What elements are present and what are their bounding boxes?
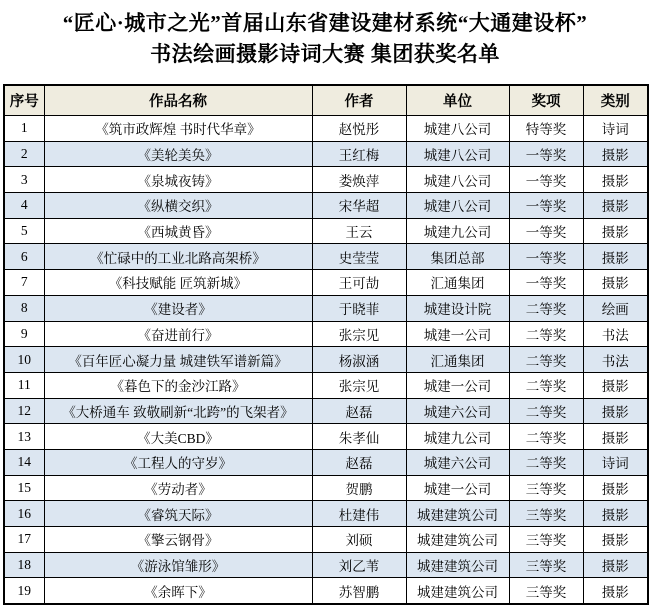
cell-no: 4 [4,193,44,219]
cell-no: 11 [4,372,44,398]
cell-unit: 城建建筑公司 [406,552,509,578]
table-row [4,193,648,219]
cell-no: 10 [4,347,44,373]
cell-unit: 城建一公司 [406,475,509,501]
cell-work: 《纵横交织》 [44,193,312,219]
cell-unit: 城建六公司 [406,398,509,424]
cell-work: 《泉城夜铸》 [44,167,312,193]
cell-unit: 集团总部 [406,244,509,270]
cell-award: 二等奖 [509,295,583,321]
cell-award: 三等奖 [509,552,583,578]
cell-no: 12 [4,398,44,424]
cell-no: 19 [4,578,44,604]
cell-category: 摄影 [583,270,648,296]
cell-work: 《建设者》 [44,295,312,321]
table-row [4,167,648,193]
column-header: 作者 [312,85,406,116]
table-row [4,116,648,142]
cell-unit: 城建建筑公司 [406,578,509,604]
cell-award: 三等奖 [509,475,583,501]
cell-author: 赵磊 [312,449,406,475]
table-body [4,116,648,605]
table-row [4,295,648,321]
page-title-line1: “匠心·城市之光”首届山东省建设建材系统“大通建设杯” [62,11,588,35]
column-header: 奖项 [509,85,583,116]
cell-work: 《工程人的守岁》 [44,449,312,475]
cell-award: 一等奖 [509,167,583,193]
cell-award: 一等奖 [509,193,583,219]
cell-category: 书法 [583,347,648,373]
cell-author: 王可劼 [312,270,406,296]
cell-unit: 城建九公司 [406,424,509,450]
cell-work: 《科技赋能 匠筑新城》 [44,270,312,296]
cell-unit: 城建八公司 [406,167,509,193]
cell-award: 二等奖 [509,321,583,347]
table-row [4,347,648,373]
cell-unit: 城建六公司 [406,449,509,475]
cell-author: 史莹莹 [312,244,406,270]
cell-work: 《百年匠心凝力量 城建铁军谱新篇》 [44,347,312,373]
cell-unit: 城建建筑公司 [406,527,509,553]
cell-category: 摄影 [583,167,648,193]
cell-author: 赵磊 [312,398,406,424]
cell-award: 一等奖 [509,218,583,244]
cell-category: 摄影 [583,372,648,398]
cell-unit: 汇通集团 [406,270,509,296]
cell-unit: 城建建筑公司 [406,501,509,527]
cell-author: 贺鹏 [312,475,406,501]
cell-author: 张宗见 [312,372,406,398]
cell-work: 《筑市政辉煌 书时代华章》 [44,116,312,142]
table-row [4,372,648,398]
cell-award: 特等奖 [509,116,583,142]
table-row [4,218,648,244]
cell-category: 摄影 [583,244,648,270]
cell-work: 《奋进前行》 [44,321,312,347]
award-table [3,84,649,605]
cell-category: 绘画 [583,295,648,321]
cell-author: 杜建伟 [312,501,406,527]
cell-category: 诗词 [583,116,648,142]
cell-award: 三等奖 [509,578,583,604]
cell-no: 17 [4,527,44,553]
table-row [4,449,648,475]
cell-no: 1 [4,116,44,142]
cell-no: 2 [4,141,44,167]
cell-award: 一等奖 [509,270,583,296]
cell-author: 刘乙苇 [312,552,406,578]
column-header: 单位 [406,85,509,116]
cell-no: 15 [4,475,44,501]
cell-award: 三等奖 [509,527,583,553]
page-title-line2: 书法绘画摄影诗词大赛 集团获奖名单 [150,42,500,66]
cell-no: 9 [4,321,44,347]
cell-unit: 城建设计院 [406,295,509,321]
cell-award: 二等奖 [509,449,583,475]
cell-work: 《美轮美奂》 [44,141,312,167]
cell-author: 宋华超 [312,193,406,219]
page-title [0,0,650,70]
cell-work: 《睿筑天际》 [44,501,312,527]
cell-work: 《西城黄昏》 [44,218,312,244]
cell-work: 《游泳馆雏形》 [44,552,312,578]
table-row [4,321,648,347]
cell-author: 朱孝仙 [312,424,406,450]
table-row [4,270,648,296]
cell-no: 6 [4,244,44,270]
cell-work: 《大美CBD》 [44,424,312,450]
column-header: 序号 [4,85,44,116]
cell-work: 《擎云钢骨》 [44,527,312,553]
cell-category: 摄影 [583,193,648,219]
table-row [4,578,648,604]
cell-no: 7 [4,270,44,296]
cell-category: 摄影 [583,552,648,578]
table-row [4,501,648,527]
cell-work: 《暮色下的金沙江路》 [44,372,312,398]
cell-award: 二等奖 [509,347,583,373]
cell-no: 14 [4,449,44,475]
cell-author: 娄焕萍 [312,167,406,193]
cell-category: 摄影 [583,424,648,450]
cell-author: 苏智鹏 [312,578,406,604]
cell-unit: 城建九公司 [406,218,509,244]
cell-author: 刘硕 [312,527,406,553]
cell-work: 《劳动者》 [44,475,312,501]
cell-no: 3 [4,167,44,193]
cell-category: 摄影 [583,527,648,553]
cell-category: 诗词 [583,449,648,475]
cell-author: 赵悦彤 [312,116,406,142]
cell-author: 于晓菲 [312,295,406,321]
cell-no: 8 [4,295,44,321]
cell-unit: 城建八公司 [406,116,509,142]
cell-category: 摄影 [583,141,648,167]
table-row [4,527,648,553]
cell-author: 杨淑涵 [312,347,406,373]
cell-category: 摄影 [583,501,648,527]
cell-work: 《忙碌中的工业北路高架桥》 [44,244,312,270]
cell-unit: 城建八公司 [406,141,509,167]
cell-unit: 汇通集团 [406,347,509,373]
table-row [4,398,648,424]
column-header: 类别 [583,85,648,116]
cell-unit: 城建八公司 [406,193,509,219]
cell-author: 张宗见 [312,321,406,347]
cell-award: 二等奖 [509,424,583,450]
cell-award: 二等奖 [509,372,583,398]
column-header: 作品名称 [44,85,312,116]
cell-award: 三等奖 [509,501,583,527]
cell-category: 摄影 [583,398,648,424]
cell-category: 书法 [583,321,648,347]
cell-author: 王云 [312,218,406,244]
table-header-row [4,85,648,116]
cell-no: 16 [4,501,44,527]
cell-unit: 城建一公司 [406,372,509,398]
cell-category: 摄影 [583,218,648,244]
cell-award: 一等奖 [509,244,583,270]
table-row [4,475,648,501]
table-row [4,424,648,450]
table-row [4,244,648,270]
cell-category: 摄影 [583,475,648,501]
cell-no: 18 [4,552,44,578]
table-row [4,552,648,578]
cell-work: 《大桥通车 致敬刷新“北跨”的飞架者》 [44,398,312,424]
cell-category: 摄影 [583,578,648,604]
cell-no: 5 [4,218,44,244]
cell-work: 《余晖下》 [44,578,312,604]
cell-award: 二等奖 [509,398,583,424]
cell-author: 王红梅 [312,141,406,167]
table-row [4,141,648,167]
cell-unit: 城建一公司 [406,321,509,347]
cell-no: 13 [4,424,44,450]
cell-award: 一等奖 [509,141,583,167]
